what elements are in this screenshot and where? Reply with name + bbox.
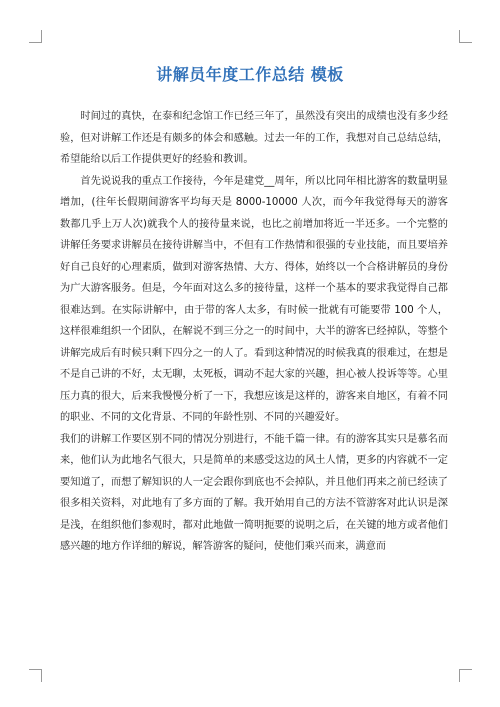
- crop-mark-top-left: [29, 30, 42, 43]
- crop-mark-top-right: [459, 30, 472, 43]
- paragraph-intro: 时间过的真快，在泰和纪念馆工作已经三年了，虽然没有突出的成绩也没有多少经验，但对讲解工作还是有颇多的体会和感触。过去一年的工作，我想对自己总结总结，希望能给以后工作提供更好的经验和教训。: [60, 111, 448, 165]
- crop-mark-bottom-right: [459, 669, 472, 682]
- paragraph-methods: 我们的讲解工作要区别不同的情况分别进行，不能千篇一律。有的游客其实只是慕名而来，他们认为此地名气很大，只是简单的来感受这边的风土人情，更多的内容就不一定要知道了，而想了解知识的人一定会跟你到底也不会掉队，并且他们再来之前已经读了很多相关资料，对此地有了多方面的了解。我开始用自己的方法不管游客对此认识是深是浅，在组织他们参观时，都对此地做一简明扼要的说明之后，在关键的地方或者他们感兴趣的地方作详细的解说，解答游客的疑问，使他们乘兴而来，满意而: [60, 433, 448, 552]
- crop-mark-bottom-left: [29, 669, 42, 682]
- document-title: 讲解员年度工作总结 模板: [156, 65, 344, 84]
- paragraph-reception: 首先说说我的重点工作接待，今年是建党__周年，所以比同年相比游客的数量明显增加，(往年长假期间游客平均每天是 8000-10000 人次，而今年我觉得每天的游客数都几乎上万人次)就我个人的接待量来说，也比之前增加将近一半还多。一个完整的讲解任务要求讲解员在接待讲解当中，不但有工作热情和很强的专业技能，而且要培养好自己良好的心理素质，做到对游客热情、大方、得体，始终以一个合格讲解员的身份为广大游客服务。但是，今年面对这么多的接待量，这样一个基本的要求我觉得自己都很难达到。在实际讲解中，由于带的客人太多，有时候一批就有可能要带 100 个人，这样很难组织一个团队，在解说不到三分之一的时间中，大半的游客已经掉队，等整个讲解完成后有时候只剩下四分之一的人了。看到这种情况的时候我真的很难过，在想是不是自己讲的不好，太无聊，太死板，调动不起大家的兴趣，担心被人投诉等等。心里压力真的很大，后来我慢慢分析了一下，我想应该是这样的，游客来自地区，有着不同的职业、不同的文化背景、不同的年龄性别、不同的兴趣爱好。: [60, 175, 448, 423]
- document-body: [60, 106, 448, 558]
